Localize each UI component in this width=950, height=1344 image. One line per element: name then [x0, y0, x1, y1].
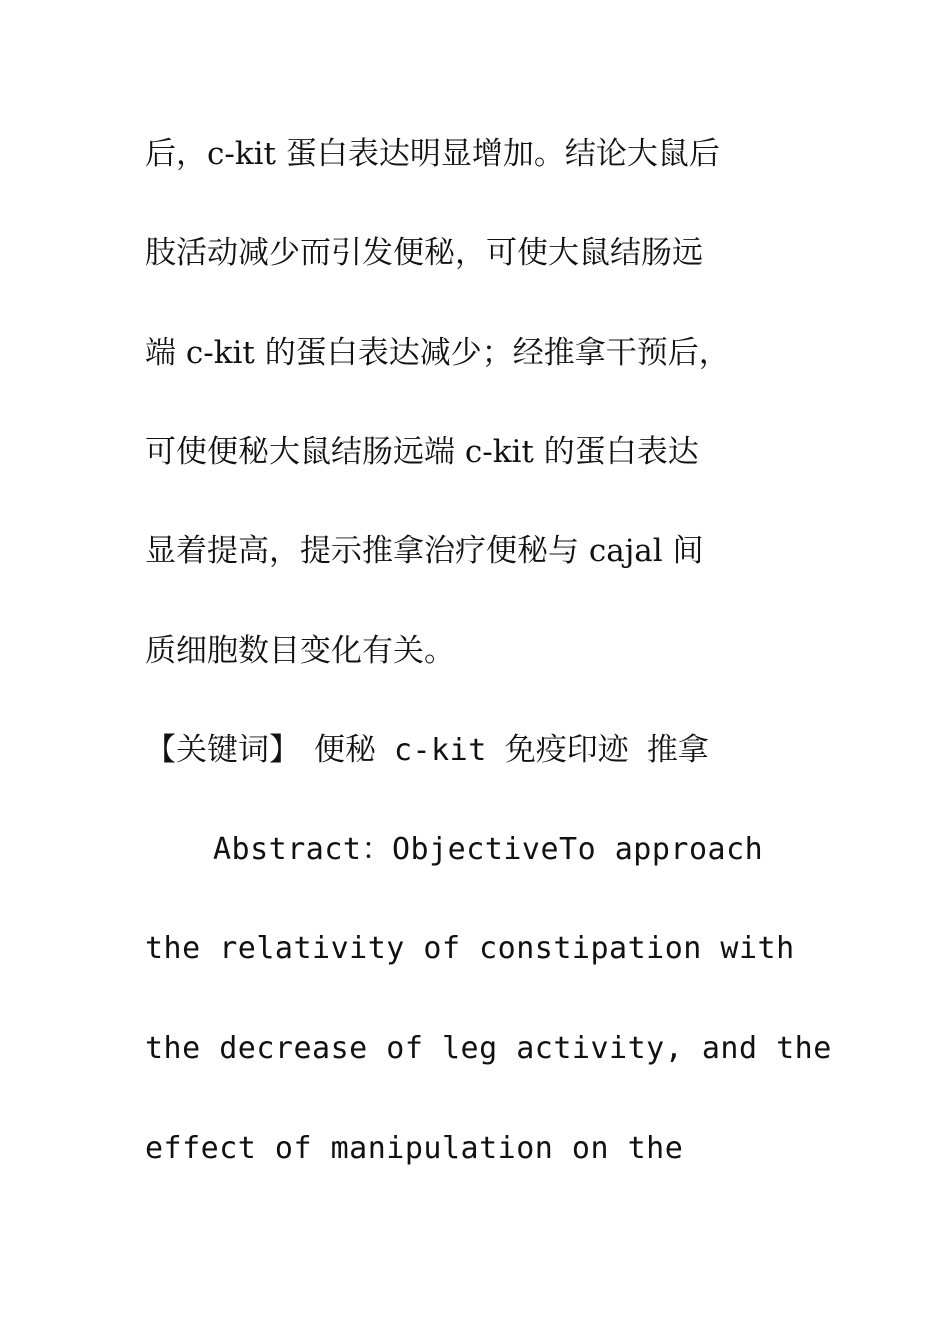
- keyword-item: 便秘: [314, 732, 376, 768]
- paragraph-line-4: 可使便秘大鼠结肠远端 c-kit 的蛋白表达: [145, 434, 699, 470]
- abstract-line-4: effect of manipulation on the: [145, 1131, 684, 1166]
- paragraph-line-3: 端 c-kit 的蛋白表达减少；经推拿干预后，: [145, 335, 730, 371]
- abstract-line-2: the relativity of constipation with: [145, 931, 795, 966]
- paragraph-line-1: 后，c-kit 蛋白表达明显增加。结论大鼠后: [145, 136, 720, 172]
- paragraph-line-2: 肢活动减少而引发便秘，可使大鼠结肠远: [145, 235, 703, 271]
- keyword-item: 推拿: [646, 732, 709, 768]
- keyword-item: 免疫印迹: [504, 732, 629, 768]
- keyword-item: c-kit: [394, 733, 487, 768]
- paragraph-line-6: 质细胞数目变化有关。: [145, 633, 455, 669]
- abstract-line-3: the decrease of leg activity, and the: [145, 1031, 832, 1066]
- keywords-line: [145, 730, 825, 771]
- keywords-label: 【关键词】: [145, 732, 300, 768]
- abstract-line-1: Abstract：ObjectiveTo approach: [213, 832, 764, 867]
- paragraph-line-5: 显着提高，提示推拿治疗便秘与 cajal 间: [145, 533, 704, 569]
